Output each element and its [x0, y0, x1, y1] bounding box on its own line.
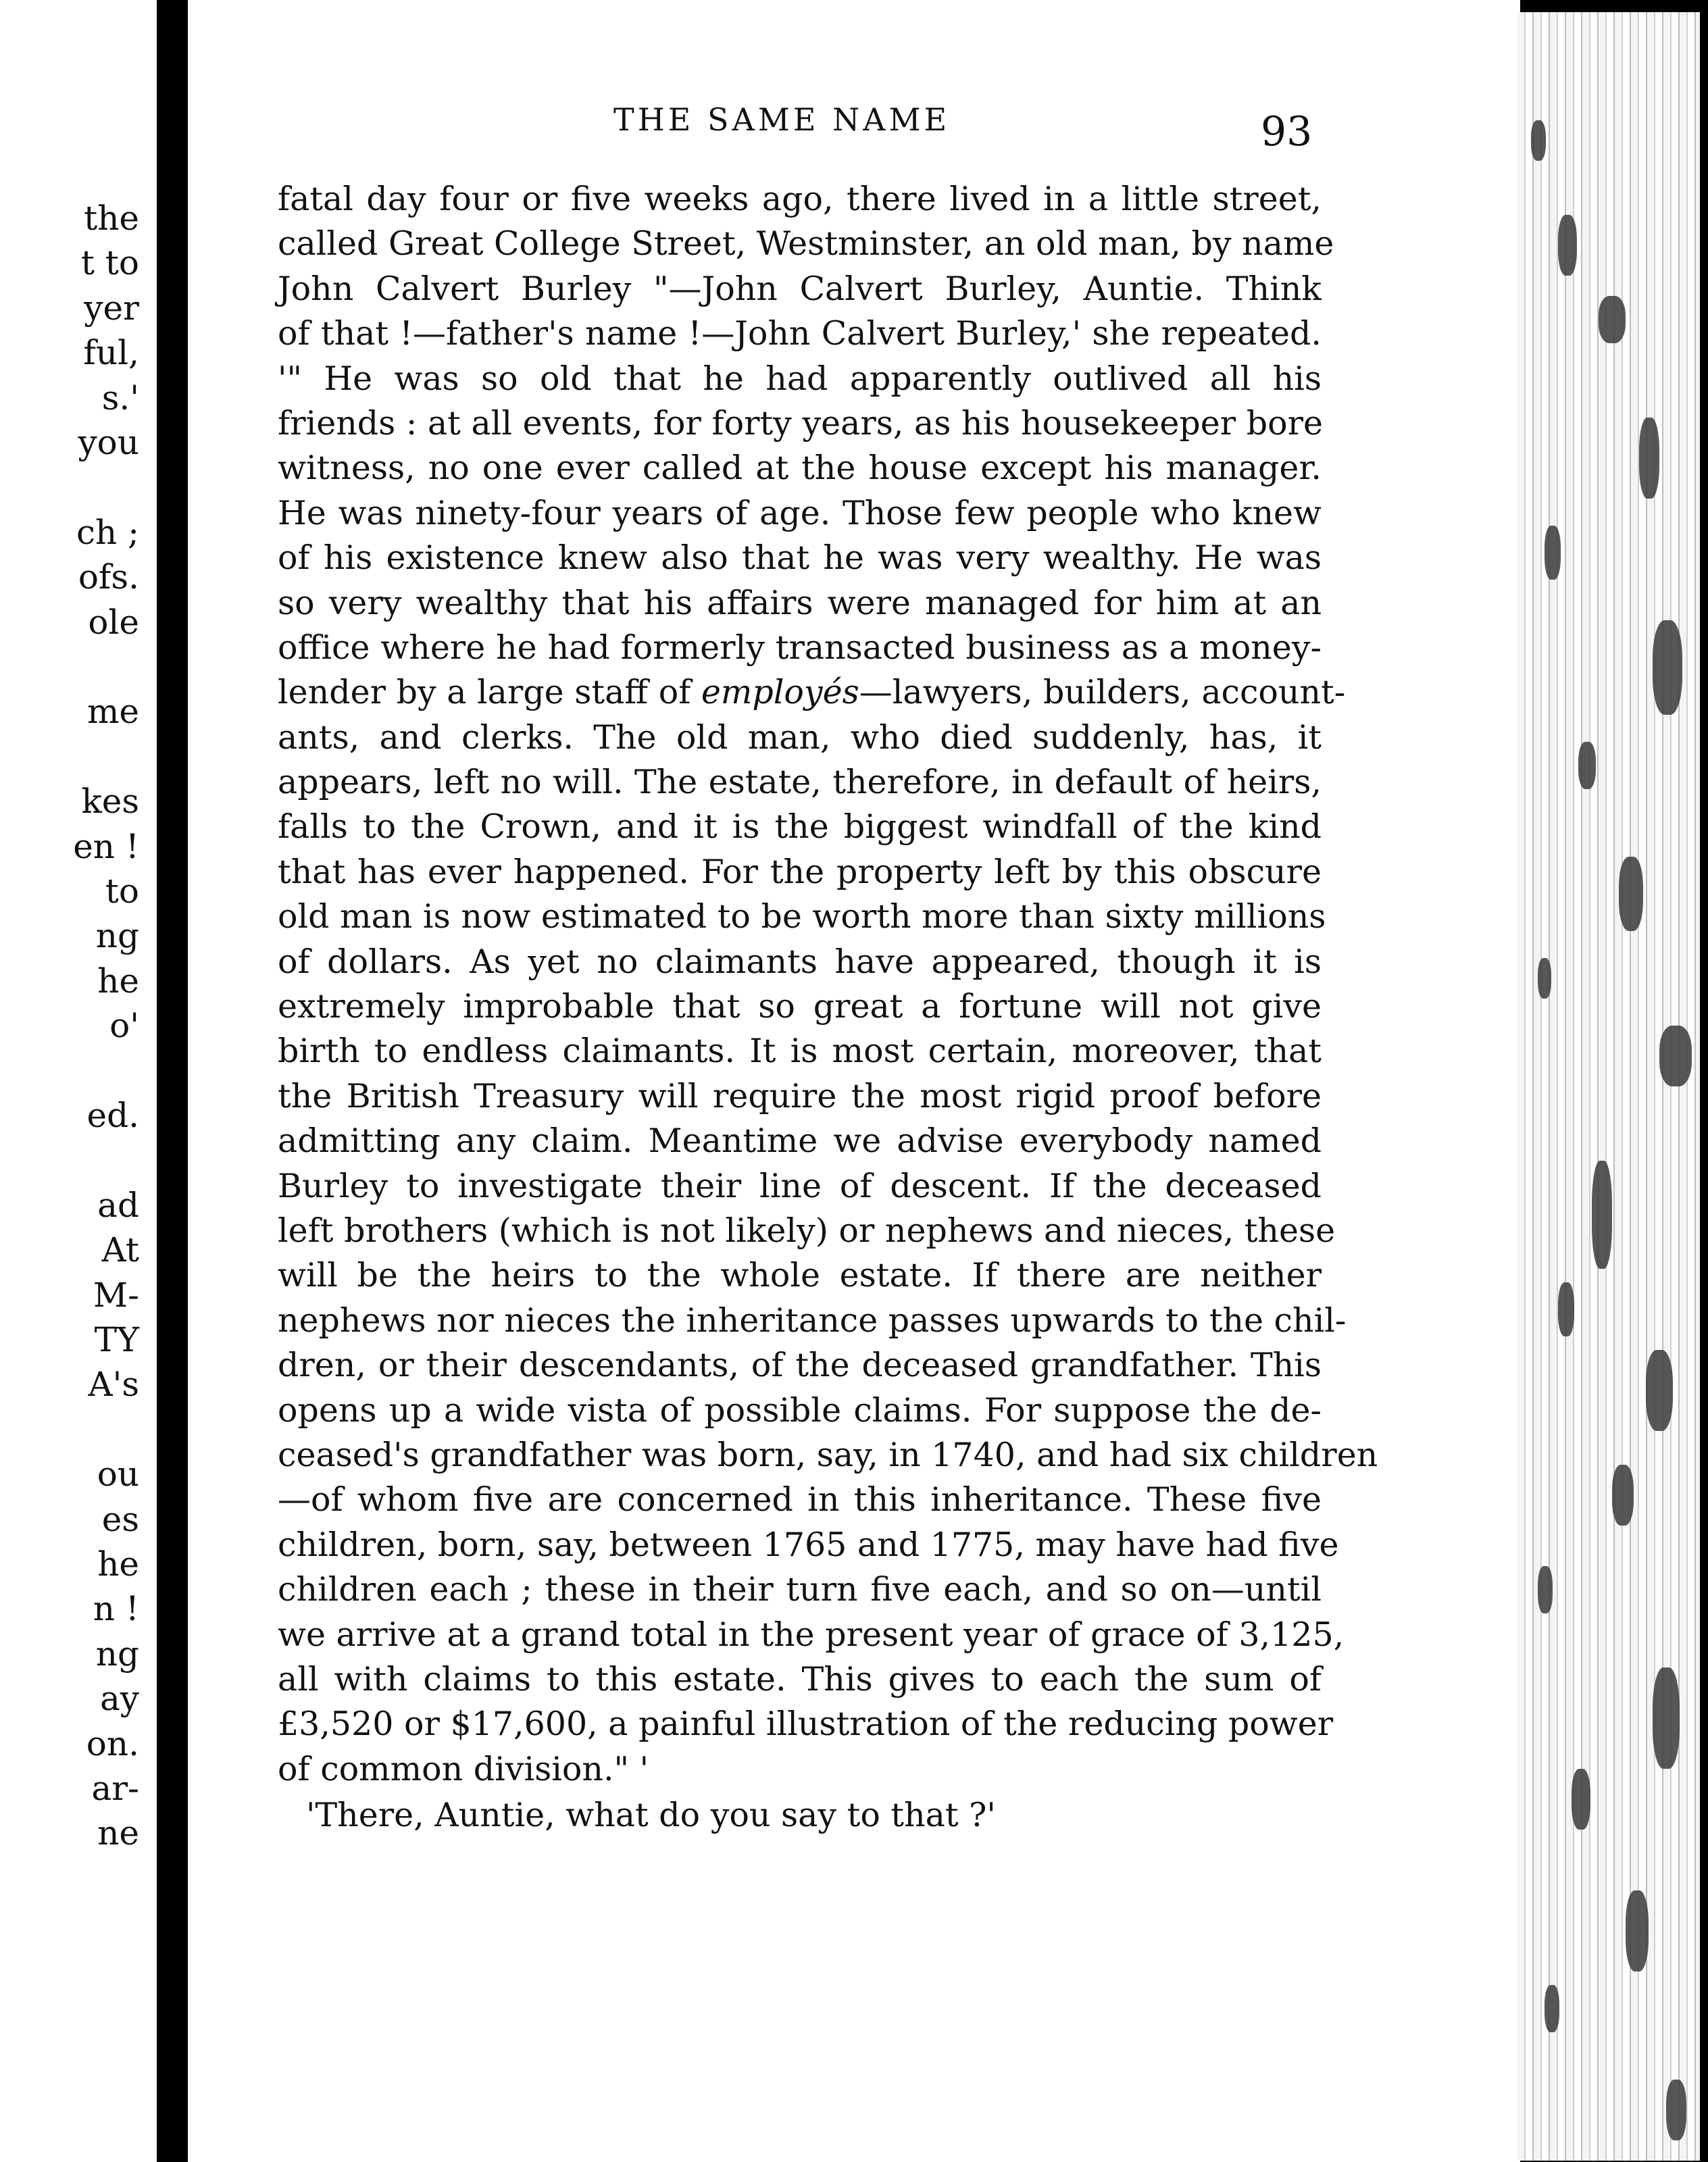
facing-page-fragment: he [97, 961, 139, 1001]
foxing-spot [1619, 857, 1643, 931]
text-line: the British Treasury will require the most rigid proof before [278, 1076, 1322, 1115]
book-gutter [157, 0, 188, 2162]
facing-page-fragment: ad [97, 1185, 139, 1225]
facing-page-fragment: me [86, 692, 139, 732]
facing-page-fragment: ne [97, 1813, 139, 1853]
text-line: of common division." ' [278, 1749, 649, 1788]
text-line: all with claims to this estate. This gives to each the sum of [278, 1659, 1322, 1699]
foxing-spot [1558, 215, 1577, 276]
facing-page-fragment: At [101, 1230, 139, 1270]
foxing-spot [1639, 418, 1659, 499]
text-line: that has ever happened. For the property left by this obscure [278, 852, 1322, 891]
facing-page-fragment: o' [109, 1006, 139, 1046]
facing-page-fragment: n ! [93, 1589, 139, 1629]
foxing-spot [1538, 1566, 1553, 1613]
foxing-spot [1592, 1161, 1612, 1269]
facing-page-fragment: ole [88, 602, 139, 642]
text-line: John Calvert Burley "—John Calvert Burley, Auntie. Think [278, 269, 1322, 308]
text-line: appears, left no will. The estate, therefore, in default of heirs, [278, 763, 1322, 802]
facing-page-fragment: you [78, 423, 139, 462]
foxing-spot [1572, 1769, 1590, 1830]
facing-page-fragment: ch ; [76, 512, 139, 552]
text-line: ants, and clerks. The old man, who died suddenly, has, it [278, 718, 1322, 757]
text-line: of dollars. As yet no claimants have appeared, though it is [278, 942, 1322, 981]
foxing-spot [1659, 1026, 1692, 1086]
text-line: called Great College Street, Westminster, an old man, by name [278, 224, 1334, 263]
text-line: birth to endless claimants. It is most certain, moreover, that [278, 1032, 1322, 1071]
foxing-spot [1666, 2080, 1686, 2140]
facing-page-fragment: A's [88, 1365, 139, 1405]
text-line: extremely improbable that so great a fortune will not give [278, 987, 1322, 1026]
text-line: we arrive at a grand total in the present year of grace of 3,125, [278, 1615, 1345, 1654]
text-line: witness, no one ever called at the house except his manager. [278, 449, 1322, 488]
facing-page-fragment: s.' [101, 378, 139, 418]
foxing-spot [1544, 526, 1561, 580]
text-line: dren, or their descendants, of the deceased grandfather. This [278, 1346, 1322, 1385]
facing-page-fragment: TY [94, 1320, 139, 1359]
text-line: opens up a wide vista of possible claims. For suppose the de- [278, 1390, 1322, 1430]
body-text [278, 177, 1378, 1838]
text-line: 'There, Auntie, what do you say to that ?' [306, 1796, 996, 1835]
foxing-spot [1626, 1890, 1649, 1971]
foxing-spot [1578, 742, 1596, 789]
text-line: £3,520 or $17,600, a painful illustration of the reducing power [278, 1705, 1334, 1744]
facing-page-fragment: M- [93, 1275, 139, 1315]
facing-page-fragment: yer [84, 288, 139, 328]
facing-page-fragment: ed. [86, 1096, 139, 1135]
text-line: old man is now estimated to be worth more than sixty millions [278, 897, 1326, 936]
text-line: He was ninety-four years of age. Those few people who knew [278, 493, 1322, 532]
text-line: will be the heirs to the whole estate. If there are neither [278, 1256, 1322, 1295]
page-number: 93 [1261, 108, 1313, 155]
foxing-spot [1612, 1465, 1634, 1526]
foxing-spot [1599, 296, 1626, 343]
foxing-spot [1538, 958, 1551, 999]
text-line: of his existence knew also that he was very wealthy. He was [278, 538, 1322, 578]
foxing-spot [1544, 1985, 1559, 2032]
text-line: office where he had formerly transacted business as a money- [278, 628, 1322, 667]
text-line: admitting any claim. Meantime we advise everybody named [278, 1122, 1322, 1161]
facing-page-fragment: en ! [73, 826, 139, 866]
facing-page-fragment: ou [97, 1455, 139, 1494]
text-line: Burley to investigate their line of descent. If the deceased [278, 1166, 1322, 1205]
facing-page-fragment: he [97, 1544, 139, 1584]
facing-page-fragment: to [105, 872, 139, 911]
facing-page-fragment: ay [99, 1679, 139, 1719]
running-title: THE SAME NAME [613, 101, 951, 138]
foxing-spot [1653, 620, 1682, 715]
facing-page [0, 0, 157, 2162]
facing-page-fragment: the [84, 199, 139, 238]
foxing-spot [1531, 120, 1546, 161]
facing-page-fragment: t to [80, 243, 139, 283]
text-line: left brothers (which is not likely) or nephews and nieces, these [278, 1211, 1336, 1250]
facing-page-fragment: kes [81, 782, 139, 822]
text-line: fatal day four or five weeks ago, there lived in a little street, [278, 180, 1322, 218]
facing-page-fragment: ng [95, 1634, 139, 1674]
text-line: of that !—father's name !—John Calvert Burley,' she repeated. [278, 314, 1322, 353]
text-line: nephews nor nieces the inheritance passes upwards to the chil- [278, 1301, 1347, 1340]
facing-page-fragment: on. [86, 1724, 139, 1763]
text-line: friends : at all events, for forty years, as his housekeeper bore [278, 403, 1324, 443]
foxing-spot [1646, 1350, 1673, 1431]
book-page [188, 0, 1520, 2162]
text-line: children each ; these in their turn five each, and so on—until [278, 1570, 1322, 1609]
text-line: so very wealthy that his affairs were managed for him at an [278, 583, 1322, 622]
page-header [188, 101, 1520, 155]
facing-page-fragment: ofs. [78, 557, 139, 597]
text-line: —of whom five are concerned in this inheritance. These five [278, 1480, 1322, 1519]
facing-page-fragment: ar- [91, 1769, 139, 1808]
facing-page-fragment: ful, [83, 333, 139, 373]
foxing-spot [1558, 1282, 1574, 1336]
foxing-spot [1653, 1667, 1680, 1769]
text-line: children, born, say, between 1765 and 1775, may have had five [278, 1525, 1339, 1564]
text-line: lender by a large staff of employés—lawyers, builders, account- [278, 673, 1346, 712]
facing-page-fragment: es [101, 1499, 139, 1539]
text-line: '" He was so old that he had apparently outlived all his [278, 359, 1322, 398]
page-edges [1517, 12, 1700, 2161]
italic-word: employés [701, 673, 859, 712]
facing-page-fragment: ng [95, 916, 139, 956]
text-line: ceased's grandfather was born, say, in 1740, and had six children [278, 1435, 1378, 1474]
text-line: falls to the Crown, and it is the biggest windfall of the kind [278, 807, 1322, 847]
